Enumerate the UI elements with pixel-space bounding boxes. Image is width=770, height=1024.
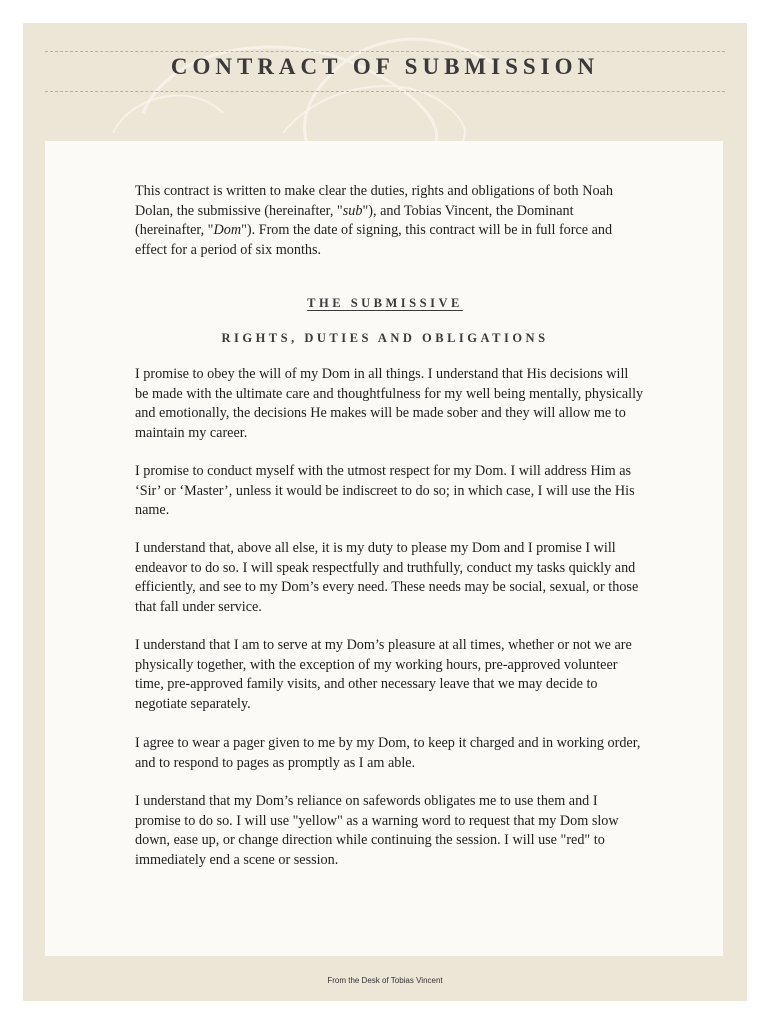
obligation-paragraph-6: I understand that my Dom’s reliance on safewords obligates me to use them and I promise to do so. I will use "yellow" as a warning word to request that my Dom slow down, ease up, or change direction while continuing the session. I will use "red" to immediately end a scene or session. xyxy=(135,793,619,868)
intro-paragraph xyxy=(135,182,645,260)
intro-text-1: This contract is written to make clear the duties, rights and obligations of both Noah Dolan, the submissive (hereinafter, " xyxy=(135,183,613,219)
title-rule-top xyxy=(45,51,725,52)
obligation-paragraph-5: I agree to wear a pager given to me by my Dom, to keep it charged and in working order, and to respond to pages as promptly as I am able. xyxy=(135,735,641,771)
section-heading-text: THE SUBMISSIVE xyxy=(307,296,463,310)
dom-term: Dom xyxy=(213,222,242,238)
document-title: CONTRACT OF SUBMISSION xyxy=(170,54,600,79)
section-heading xyxy=(0,296,770,311)
obligation-paragraph-3: I understand that, above all else, it is my duty to please my Dom and I promise I will endeavor to do so. I will speak respectfully and truthfully, conduct my tasks quickly and efficiently, and see to my Dom’s every need. These needs may be social, sexual, or those that fall under service. xyxy=(135,540,639,615)
obligation-paragraph-1: I promise to obey the will of my Dom in all things. I understand that His decisions will be made with the ultimate care and thoughtfulness for my well being mentally, physically and emotionally, the decisions He makes will be made sober and they will allow me to maintain my career. xyxy=(135,366,644,441)
obligation-paragraph-2: I promise to conduct myself with the utmost respect for my Dom. I will address Him as ‘Sir’ or ‘Master’, unless it would be indiscreet to do so; in which case, I will use the His name. xyxy=(135,463,635,518)
footer-signature: From the Desk of Tobias Vincent xyxy=(327,976,443,985)
intro-text-3: "). From the date of signing, this contract will be in full force and effect for a period of six months. xyxy=(135,222,613,258)
title-rule-bottom xyxy=(45,91,725,92)
obligation-paragraph-4: I understand that I am to serve at my Dom’s pleasure at all times, whether or not we are physically together, with the exception of my working hours, pre-approved volunteer time, pre-approved family visits, and other necessary leave that we may decide to negotiate separately. xyxy=(135,637,632,712)
sub-term: sub xyxy=(342,202,363,219)
section-subheading: RIGHTS, DUTIES AND OBLIGATIONS xyxy=(221,331,549,345)
intro-text-2: "), and Tobias Vincent, the Dominant (hereinafter, " xyxy=(135,202,574,238)
